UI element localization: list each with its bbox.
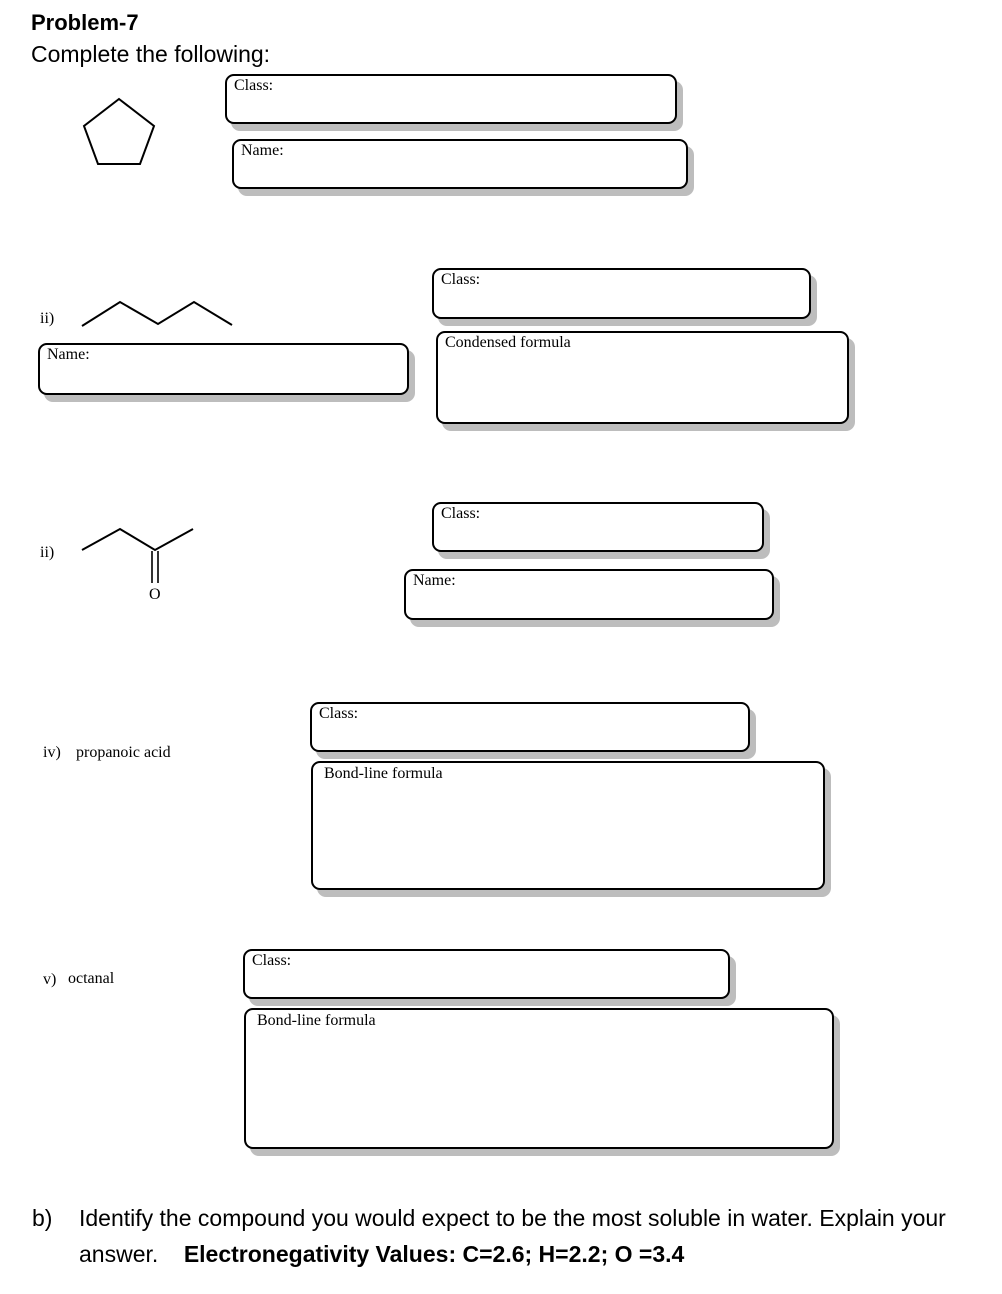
- class-label: Class:: [252, 952, 292, 969]
- item2-marker: ii): [40, 310, 55, 327]
- butanone-structure: [80, 526, 200, 608]
- item4-bondline-formula-field[interactable]: [311, 761, 825, 890]
- item4-compound: propanoic acid: [76, 744, 171, 761]
- item3-name-field[interactable]: [404, 569, 774, 620]
- problem-title: Problem-7: [31, 10, 139, 35]
- item4-class-field[interactable]: [310, 702, 750, 752]
- part-b-letter: b): [32, 1205, 53, 1231]
- item2-condensed-formula-field[interactable]: [436, 331, 849, 424]
- class-label: Class:: [234, 77, 274, 94]
- item4-marker: iv): [43, 744, 61, 761]
- item2-class-field[interactable]: [432, 268, 811, 319]
- instruction-text: Complete the following:: [31, 41, 271, 67]
- item5-marker: v): [43, 971, 57, 988]
- butane-structure: [80, 297, 236, 329]
- item3-marker: ii): [40, 544, 55, 561]
- item1-class-field[interactable]: [225, 74, 677, 124]
- bondline-formula-label: Bond-line formula: [324, 765, 443, 782]
- item5-bondline-formula-field[interactable]: [244, 1008, 834, 1149]
- part-b-text: [79, 1200, 979, 1272]
- class-label: Class:: [319, 705, 359, 722]
- item5-compound: octanal: [68, 970, 115, 987]
- oxygen-atom-label: O: [149, 586, 161, 603]
- electronegativity-values: Electronegativity Values: C=2.6; H=2.2; O =3.4: [183, 1241, 685, 1267]
- condensed-formula-label: Condensed formula: [445, 334, 571, 351]
- item3-class-field[interactable]: [432, 502, 764, 552]
- cyclopentane-structure: [78, 95, 160, 167]
- bondline-formula-label: Bond-line formula: [257, 1012, 376, 1029]
- name-label: Name:: [241, 142, 284, 159]
- item2-name-field[interactable]: [38, 343, 409, 395]
- class-label: Class:: [441, 271, 481, 288]
- name-label: Name:: [413, 572, 456, 589]
- item1-name-field[interactable]: [232, 139, 688, 189]
- name-label: Name:: [47, 346, 90, 363]
- item5-class-field[interactable]: [243, 949, 730, 999]
- part-b-question-text: Identify the compound you would expect to be the most soluble in water. Explain your answer.: [79, 1205, 946, 1267]
- class-label: Class:: [441, 505, 481, 522]
